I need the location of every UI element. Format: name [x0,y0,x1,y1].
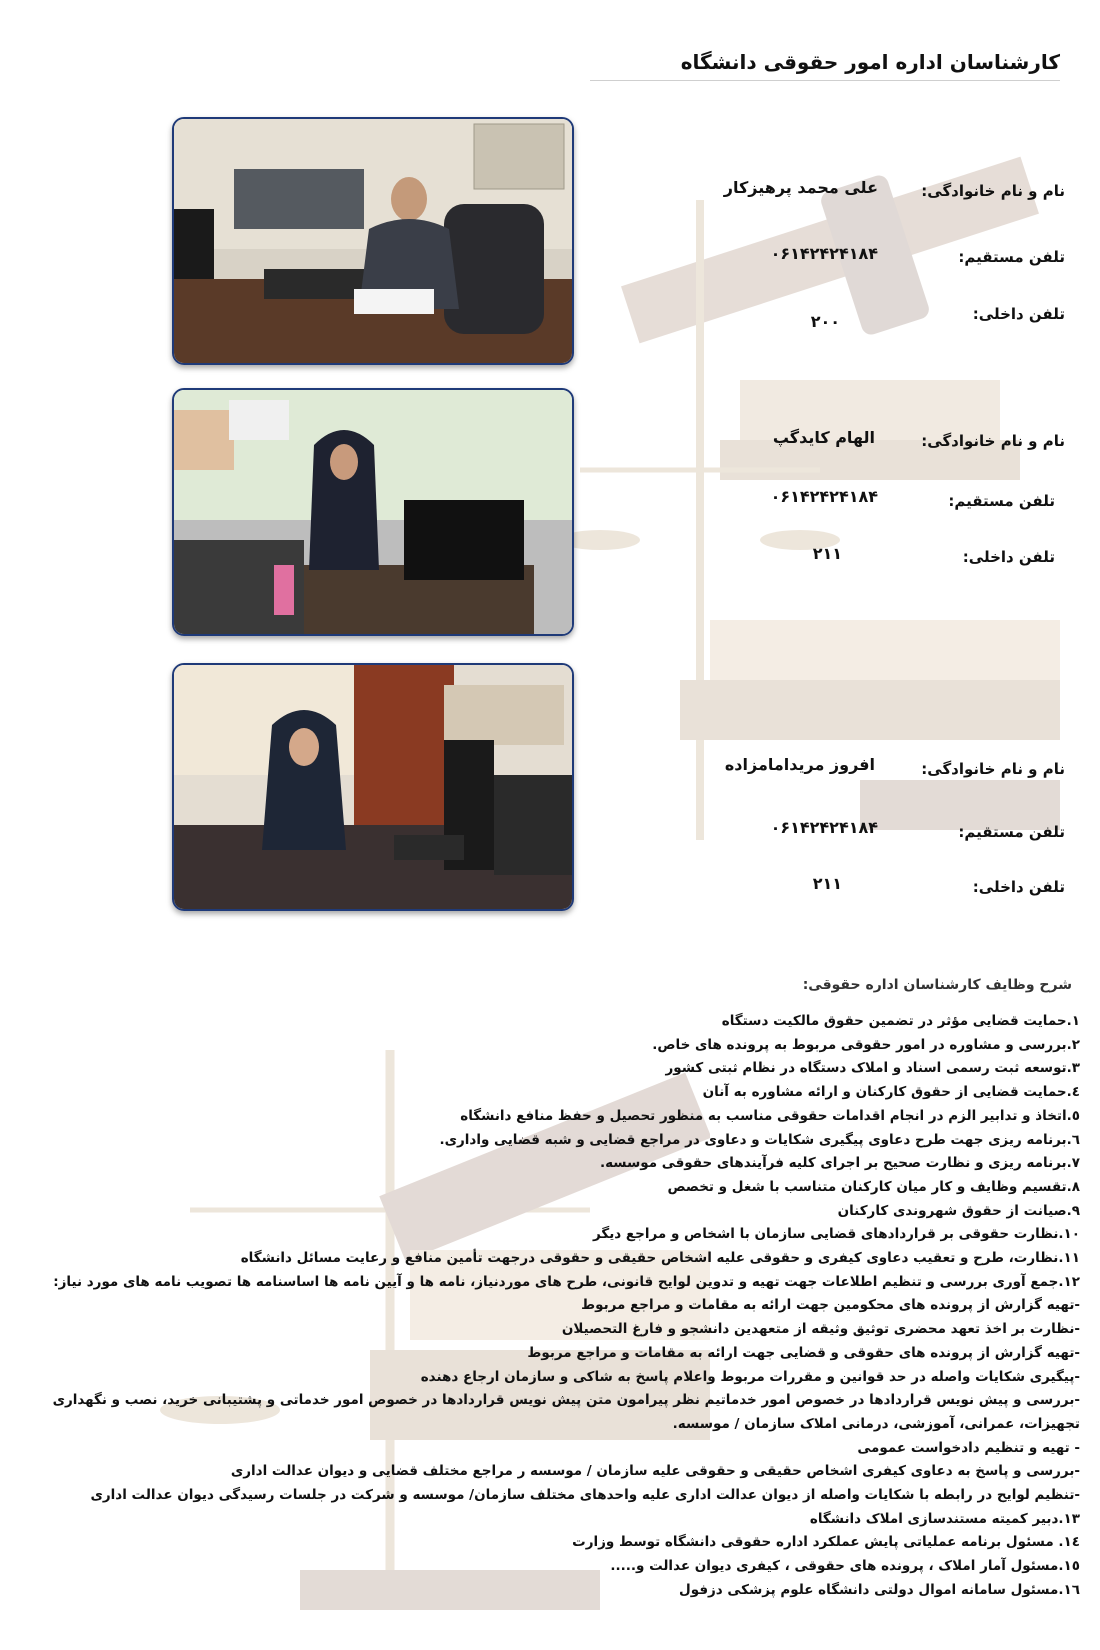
staff-photo-1 [172,117,574,365]
duty-item: ١٣.دبیر کمیته مستندسازی املاک دانشگاه [809,1510,1080,1527]
duty-item: -تهیه گزارش از پرونده های محکومین جهت ارائه به مقامات و مراجع مربوط [581,1297,1080,1314]
duty-item: ۳.توسعه ثبت رسمی اسناد و املاک دستگاه در نظام ثبتی کشور [665,1060,1080,1077]
staff-2-name: الهام کایدگپ [772,428,875,447]
page-title: کارشناسان اداره امور حقوقی دانشگاه [680,50,1060,74]
duty-item: -بررسی و پاسخ به دعاوی کیفری اشخاص حقیقی و حقوقی علیه سازمان / موسسه ر مراجع مختلف قضایی و دیوان عدالت اداری [230,1463,1080,1480]
staff-1-name: علی محمد پرهیزکار [723,178,878,197]
staff-3-name-label: نام و نام خانوادگی: [921,760,1065,778]
staff-1-direct-phone: ۰۶۱۴۲۴۲۴۱۸۴ [770,244,878,263]
duty-item: ٧.برنامه ریزی و نظارت صحیح بر اجرای کلیه فرآیندهای حقوقی موسسه. [599,1155,1080,1172]
duty-item: -پیگیری شکایات واصله در حد قوانین و مقررات مربوط واعلام پاسخ به شاکی و سازمان ارجاع دهنده [420,1368,1080,1385]
duty-item: -بررسی و پیش نویس قراردادها در خصوص امور خدماتیم نظر پیرامون متن پیش نویس قراردادها در خصوص امور خدماتی و پشتیبانی خرید، نصب و نگهداری [52,1392,1080,1409]
staff-3-direct-phone: ۰۶۱۴۲۴۲۴۱۸۴ [770,818,878,837]
staff-3-ext-label: تلفن داخلی: [972,878,1065,896]
staff-1-direct-label: تلفن مستقیم: [958,248,1065,266]
duty-item: -تنظیم لوایح در رابطه با شکایات واصله از دیوان عدالت اداری علیه واحدهای مختلف سازمان/ موسسه و شرکت در جلسات رسیدگی دیوان عدالت اداری [90,1487,1080,1504]
duty-item: -تهیه گزارش از پرونده های حقوقی و قضایی جهت ارائه به مقامات و مراجع مربوط [527,1344,1080,1361]
duty-item: ۲.بررسی و مشاوره در امور حقوقی مربوط به پرونده های خاص. [652,1036,1080,1053]
duty-item: ١٥.مسئول آمار املاک ، پرونده های حقوقی ، کیفری دیوان عدالت و..... [610,1558,1080,1575]
duty-item: ٨.تقسیم وظایف و کار میان کارکنان متناسب با شغل و تخصص [667,1178,1080,1195]
duty-item: تجهیزات، عمرانی، آموزشی، درمانی املاک سازمان / موسسه. [672,1415,1080,1432]
staff-3-name: افروز مریدامامزاده [724,755,875,774]
staff-1-name-label: نام و نام خانوادگی: [921,182,1065,200]
duties-heading: شرح وظایف کارشناسان اداره حقوقی: [802,977,1072,993]
staff-photo-2 [172,388,574,636]
staff-2-direct-label: تلفن مستقیم: [948,492,1055,510]
staff-2-direct-phone: ۰۶۱۴۲۴۲۴۱۸۴ [770,487,878,506]
duty-item: ٩.صیانت از حقوق شهروندی کارکنان [837,1202,1080,1219]
duty-item: ٤.حمایت قضایی از حقوق کارکنان و ارائه مشاوره به آنان [702,1084,1080,1101]
duty-item: -نظارت بر اخذ تعهد محضری توثیق وثیقه از متعهدین دانشجو و فارغ التحصیلان [561,1321,1080,1338]
staff-1-ext-label: تلفن داخلی: [972,305,1065,323]
staff-3-ext: ۲۱۱ [812,874,842,893]
duty-item: ١٠.نظارت حقوقی بر قراردادهای قضایی سازمان با اشخاص و مراجع دیگر [592,1226,1080,1243]
duty-item: ٥.اتخاذ و تدابیر الزم در انجام اقدامات حقوقی مناسب به منظور تحصیل و حفظ منافع دانشگاه [460,1107,1080,1124]
staff-3-direct-label: تلفن مستقیم: [958,823,1065,841]
staff-photo-3 [172,663,574,911]
staff-2-name-label: نام و نام خانوادگی: [921,432,1065,450]
staff-1-ext: ۲۰۰ [810,312,840,331]
duty-item: ٦.برنامه ریزی جهت طرح دعاوی پیگیری شکایات و دعاوی در مراجع قضایی و شبه قضایی واداری. [439,1131,1080,1148]
duty-item: ١٤. مسئول برنامه عملیاتی پایش عملکرد اداره حقوقی دانشگاه توسط وزارت [572,1534,1080,1551]
duty-item: ۱.حمایت قضایی مؤثر در تضمین حقوق مالکیت دستگاه [721,1013,1080,1029]
duty-item: ١١.نظارت، طرح و تعقیب دعاوی کیفری و حقوقی علیه اشخاص حقیقی و حقوقی درجهت تأمین منافع و رعایت مسائل دانشگاه [240,1250,1080,1267]
title-divider [590,80,1060,81]
duty-item: - تهیه و تنظیم دادخواست عمومی [857,1439,1080,1456]
staff-2-ext-label: تلفن داخلی: [962,548,1055,566]
duties-list [10,1010,1080,1603]
duty-item: ١٢.جمع آوری بررسی و تنظیم اطلاعات جهت تهیه و تدوین لوایح قانونی، طرح های موردنیاز، نامه ها و آیین نامه ها اساسنامه ها تصویب نامه های مورد نیاز: [53,1273,1080,1290]
duty-item: ١٦.مسئول سامانه اموال دولتی دانشگاه علوم پزشکی دزفول [679,1581,1080,1598]
staff-2-ext: ۲۱۱ [812,544,842,563]
